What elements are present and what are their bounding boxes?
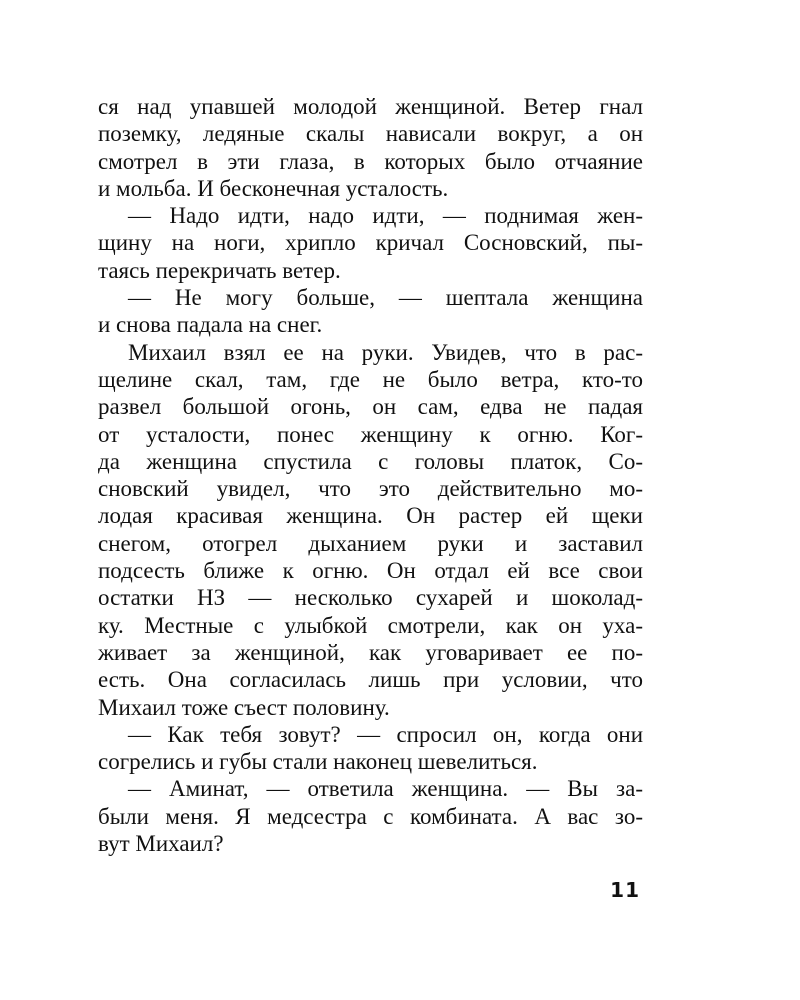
text-line: развел большой огонь, он сам, едва не падая [98, 394, 643, 420]
text-line: вут Михаил? [98, 831, 224, 857]
text-line: смотрел в эти глаза, в которых было отчаяние [98, 148, 643, 174]
paragraph-first-line: — Как тебя зовут? — спросил он, когда они [128, 721, 643, 747]
text-line: и снова падала на снег. [98, 312, 323, 338]
text-line: щину на ноги, хрипло кричал Сосновский, пы- [98, 230, 643, 256]
text-line: подсесть ближе к огню. Он отдал ей все свои [98, 558, 643, 584]
text-line: поземку, ледяные скалы нависали вокруг, а он [98, 121, 643, 147]
text-line: сновский увидел, что это действительно мо- [98, 476, 643, 502]
text-line: живает за женщиной, как уговаривает ее по- [98, 639, 643, 665]
paragraph-first-line: — Не могу больше, — шептала женщина [128, 285, 643, 311]
text-line: от усталости, понес женщину к огню. Ког- [98, 421, 643, 447]
paragraph-first-line: Михаил взял ее на руки. Увидев, что в рас- [128, 339, 643, 365]
text-line: щелине скал, там, где не было ветра, кто-то [98, 366, 643, 392]
text-line: остатки НЗ — несколько сухарей и шоколад- [98, 585, 643, 611]
page-number: 11 [610, 878, 640, 902]
text-line: ся над упавшей молодой женщиной. Ветер гнал [98, 94, 643, 119]
text-line: да женщина спустила с головы платок, Со- [98, 448, 643, 474]
text-line: и мольба. И бесконечная усталость. [98, 175, 449, 201]
text-line: Михаил тоже съест половину. [98, 694, 390, 720]
paragraph-first-line: — Аминат, — ответила женщина. — Вы за- [128, 776, 643, 802]
text-line: есть. Она согласилась лишь при условии, что [98, 667, 643, 693]
text-line: были меня. Я медсестра с комбината. А вас зо- [98, 803, 643, 829]
text-line: таясь перекричать ветер. [98, 257, 341, 283]
body-text [98, 93, 643, 857]
paragraph-first-line: — Надо идти, надо идти, — поднимая жен- [128, 203, 643, 229]
text-line: снегом, отогрел дыханием руки и заставил [98, 530, 643, 556]
text-line: ку. Местные с улыбкой смотрели, как он уха- [98, 612, 643, 638]
text-line: лодая красивая женщина. Он растер ей щеки [98, 503, 643, 529]
text-line: согрелись и губы стали наконец шевелиться. [98, 749, 538, 775]
